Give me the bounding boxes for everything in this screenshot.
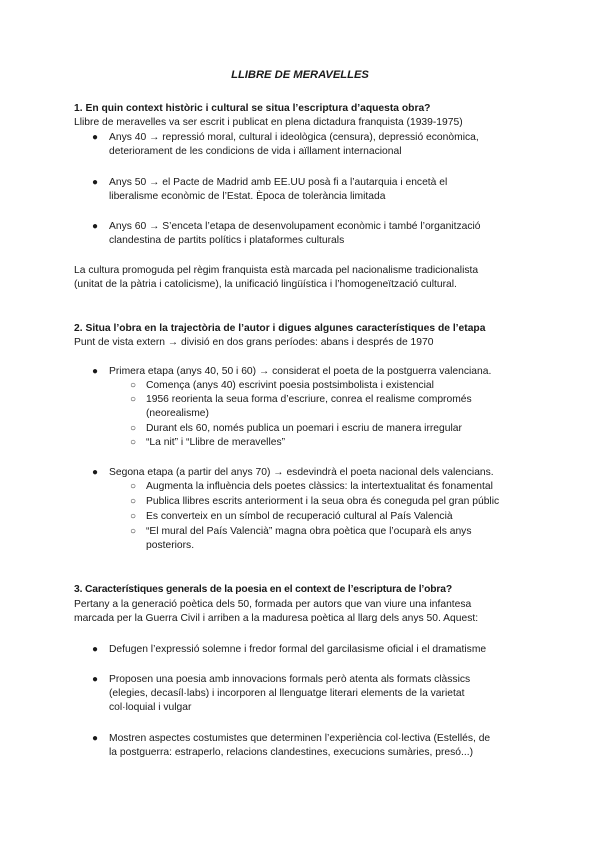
bullet-icon: ● bbox=[92, 366, 99, 377]
s1-item-2-line-2: liberalisme econòmic de l’Estat. Època de tolerància limitada bbox=[109, 191, 386, 202]
sub-bullet-icon: ○ bbox=[130, 481, 137, 492]
stage-2-text: Segona etapa (a partir del anys 70) → esdevindrà el poeta nacional dels valencians. bbox=[109, 467, 494, 478]
stage-2-sub-4-cont: posteriors. bbox=[146, 540, 195, 551]
stage-1-text: Primera etapa (anys 40, 50 i 60) → considerat el poeta de la postguerra valenciana. bbox=[109, 366, 492, 377]
s3-item-3-line-2: la postguerra: estraperlo, relacions clandestines, execucions sumàries, presó...) bbox=[109, 747, 474, 758]
sub-bullet-icon: ○ bbox=[130, 511, 137, 522]
section-2-intro: Punt de vista extern → divisió en dos grans períodes: abans i després de 1970 bbox=[74, 337, 434, 348]
stage-2-sub-1: Augmenta la influència dels poetes clàssics: la intertextualitat és fonamental bbox=[146, 481, 493, 492]
s3-intro-line-1: Pertany a la generació poètica dels 50, formada per autors que van viure una infantesa bbox=[74, 599, 472, 610]
s3-item-2-line-3: col·loquial i vulgar bbox=[109, 702, 192, 713]
document-title: LLIBRE DE MERAVELLES bbox=[231, 69, 369, 81]
stage-2-sub-4: “El mural del País Valencià” magna obra poètica que l’ocuparà els anys bbox=[146, 526, 472, 537]
bullet-icon: ● bbox=[92, 177, 99, 188]
section-2-heading: 2. Situa l’obra en la trajectòria de l’autor i digues algunes característiques de l’etapa bbox=[74, 323, 486, 334]
stage-1-sub-2: 1956 reorienta la seua forma d’escriure, conrea el realisme compromés bbox=[146, 394, 472, 405]
s3-item-2-line-2: (elegies, decasíl·labs) i incorporen al llenguatge literari elements de la varietat bbox=[109, 688, 465, 699]
sub-bullet-icon: ○ bbox=[130, 437, 137, 448]
bullet-icon: ● bbox=[92, 733, 99, 744]
section-1-intro: Llibre de meravelles va ser escrit i publicat en plena dictadura franquista (1939-1975) bbox=[74, 117, 463, 128]
section-3-heading: 3. Característiques generals de la poesia en el context de l’escriptura de l’obra? bbox=[74, 584, 452, 595]
s3-item-3-line-1: Mostren aspectes costumistes que determinen l’experiència col·lectiva (Estellés, de bbox=[109, 733, 491, 744]
s1-item-2-line-1: Anys 50 → el Pacte de Madrid amb EE.UU posà fi a l’autarquia i encetà el bbox=[109, 177, 448, 188]
s1-item-1-line-2: deteriorament de les condicions de vida i aïllament internacional bbox=[109, 146, 402, 157]
stage-1-sub-1: Comença (anys 40) escrivint poesia postsimbolista i existencial bbox=[146, 380, 434, 391]
sub-bullet-icon: ○ bbox=[130, 394, 137, 405]
sub-bullet-icon: ○ bbox=[130, 423, 137, 434]
stage-2-sub-2: Publica llibres escrits anteriorment i la seua obra és coneguda pel gran públic bbox=[146, 496, 500, 507]
sub-bullet-icon: ○ bbox=[130, 380, 137, 391]
s3-intro-line-2: marcada per la Guerra Civil i arriben a la maduresa poètica al llarg dels anys 50. Aquest: bbox=[74, 613, 479, 624]
s3-item-1-line-1: Defugen l’expressió solemne i fredor formal del garcilasisme oficial i el dramatisme bbox=[109, 644, 487, 655]
s1-item-1-line-1: Anys 40 → repressió moral, cultural i ideològica (censura), depressió econòmica, bbox=[109, 132, 479, 143]
stage-1-sub-4: “La nit” i “Llibre de meravelles” bbox=[146, 437, 286, 448]
stage-1-sub-3: Durant els 60, només publica un poemari i escriu de manera irregular bbox=[146, 423, 462, 434]
bullet-icon: ● bbox=[92, 467, 99, 478]
stage-2-sub-3: Es converteix en un símbol de recuperació cultural al País Valencià bbox=[146, 511, 453, 522]
bullet-icon: ● bbox=[92, 132, 99, 143]
s1-item-3-line-1: Anys 60 → S’enceta l’etapa de desenvolupament econòmic i també l’organització bbox=[109, 221, 481, 232]
bullet-icon: ● bbox=[92, 221, 99, 232]
bullet-icon: ● bbox=[92, 644, 99, 655]
s1-outro-line-1: La cultura promoguda pel règim franquista està marcada pel nacionalisme tradicionalista bbox=[74, 265, 479, 276]
s3-item-2-line-1: Proposen una poesia amb innovacions formals però atenta als formats clàssics bbox=[109, 674, 471, 685]
bullet-icon: ● bbox=[92, 674, 99, 685]
section-1-heading: 1. En quin context històric i cultural se situa l’escriptura d’aquesta obra? bbox=[74, 103, 431, 114]
sub-bullet-icon: ○ bbox=[130, 496, 137, 507]
s1-outro-line-2: (unitat de la pàtria i catolicisme), la unificació lingüística i l’homogeneïtzació cultural. bbox=[74, 279, 457, 290]
s1-item-3-line-2: clandestina de partits polítics i plataformes culturals bbox=[109, 235, 345, 246]
stage-1-sub-2-cont: (neorealisme) bbox=[146, 408, 209, 419]
sub-bullet-icon: ○ bbox=[130, 526, 137, 537]
